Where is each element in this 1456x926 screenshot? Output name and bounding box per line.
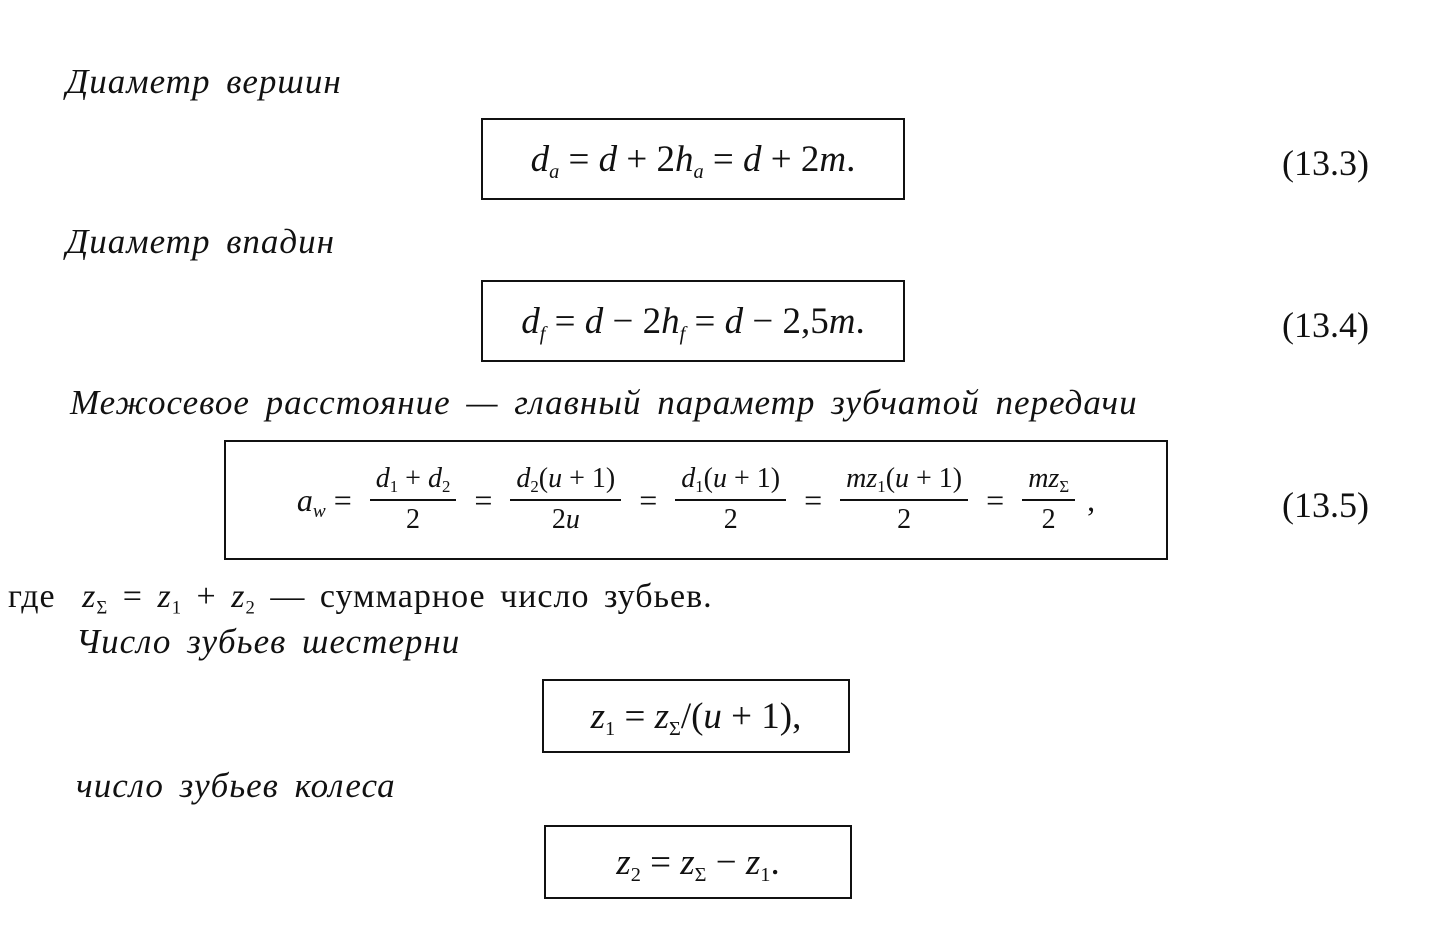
formula-center-distance: $a_w$ = $\frac{d_1 + d_2}{2}$ = $\frac{d_2(u + 1)}{2u}$ = $\frac{d_1(u + 1)}{2}$ = $\frac{mz_1(u + 1)}{2}$ = $\frac{mz_\Sigma}{2}$ , <box>296 463 1096 535</box>
equation-number-13-5: (13.5) <box>1282 485 1369 525</box>
fraction-1: $\frac{d_1 + d_2}{2}$ <box>370 464 457 536</box>
formula-root-diameter: $d_f = d - 2h_f = d - 2,5m$. <box>521 300 865 345</box>
note-formula: $z_\Sigma = z_1 + z_2$ <box>82 578 256 619</box>
formula-box-13-4 <box>481 280 905 362</box>
fraction-2: $\frac{d_2(u + 1)}{2u}$ <box>510 464 621 536</box>
formula-tip-diameter: $d_a = d + 2h_a = d + 2m$. <box>530 138 856 183</box>
sum-teeth-note <box>8 578 713 619</box>
heading-gear-teeth: число зубьев колеса <box>76 766 396 805</box>
formula-box-pinion <box>542 679 850 753</box>
formula-box-13-3 <box>481 118 905 200</box>
note-suffix: — суммарное число зубьев. <box>270 578 713 615</box>
fraction-4: $\frac{mz_1(u + 1)}{2}$ <box>840 464 968 536</box>
heading-pinion-teeth: Число зубьев шестерни <box>76 622 461 661</box>
formula-box-gear <box>544 825 852 899</box>
note-prefix: где <box>8 578 56 615</box>
heading-center-distance: Межосевое расстояние — главный параметр зубчатой передачи <box>70 383 1138 422</box>
formula-pinion-teeth: $z_1 = z_\Sigma/(u + 1)$, <box>590 695 802 740</box>
fraction-3: $\frac{d_1(u + 1)}{2}$ <box>675 464 786 536</box>
formula-gear-teeth: $z_2 = z_\Sigma - z_1$. <box>616 841 780 886</box>
formula-box-13-5 <box>224 440 1168 560</box>
fraction-5: $\frac{mz_\Sigma}{2}$ <box>1022 464 1075 536</box>
equation-number-13-4: (13.4) <box>1282 305 1369 345</box>
heading-tip-diameter: Диаметр вершин <box>66 62 342 101</box>
equation-number-13-3: (13.3) <box>1282 143 1369 183</box>
heading-root-diameter: Диаметр впадин <box>66 222 335 261</box>
